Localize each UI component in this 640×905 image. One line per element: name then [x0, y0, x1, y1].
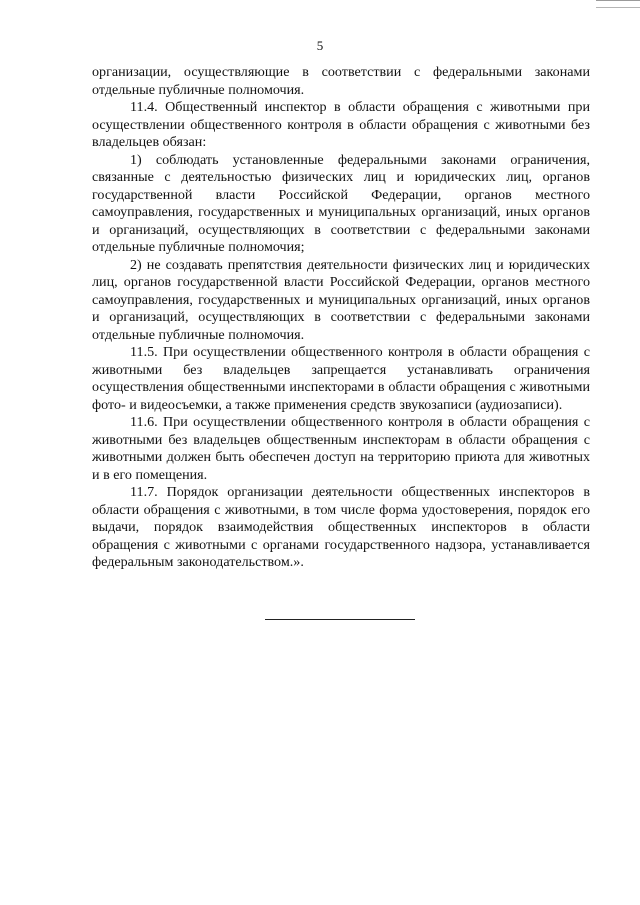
paragraph-11-7: 11.7. Порядок организации деятельности общественных инспекторов в области обращения с животными, в том числе форма удостоверения, порядок его выдачи, порядок взаимодействия общественных инспекторов в области обращения с животными с органами государственного надзора, устанавливается федеральным законодательством.».: [92, 484, 590, 570]
paragraph-11-6: 11.6. При осуществлении общественного контроля в области обращения с животными без владельцев общественным инспекторам в области обращения с животными должен быть обеспечен доступ на территорию приюта для животных и в его помещения.: [92, 414, 590, 483]
document-body: [92, 64, 590, 572]
paragraph-11-4: 11.4. Общественный инспектор в области обращения с животными при осуществлении общественного контроля в области обращения с животными без владельцев обязан:: [92, 99, 590, 150]
scan-corner-mark: [596, 0, 640, 8]
paragraph-item-1: 1) соблюдать установленные федеральными законами ограничения, связанные с деятельностью физических лиц и юридических лиц, органов государственной власти Российской Федерации, органов местного самоуправления, государственных и муниципальных организаций, иных органов и организаций, осуществляющих в соответствии с федеральными законами отдельные публичные полномочия;: [92, 151, 590, 255]
paragraph-continuation: организации, осуществляющие в соответствии с федеральными законами отдельные публичные полномочия.: [92, 64, 590, 98]
paragraph-item-2: 2) не создавать препятствия деятельности физических лиц и юридических лиц, органов государственной власти Российской Федерации, органов местного самоуправления, государственных и муниципальных организаций, иных органов и организаций, осуществляющих в соответствии с федеральными законами отдельные публичные полномочия.: [92, 256, 590, 343]
paragraph-11-5: 11.5. При осуществлении общественного контроля в области обращения с животными без владельцев запрещается устанавливать ограничения осуществления общественными инспекторами в области обращения с животными фото- и видеосъемки, а также применения средств звукозаписи (аудиозаписи).: [92, 344, 590, 413]
page-number: 5: [316, 38, 324, 53]
end-divider-line: [265, 619, 415, 620]
